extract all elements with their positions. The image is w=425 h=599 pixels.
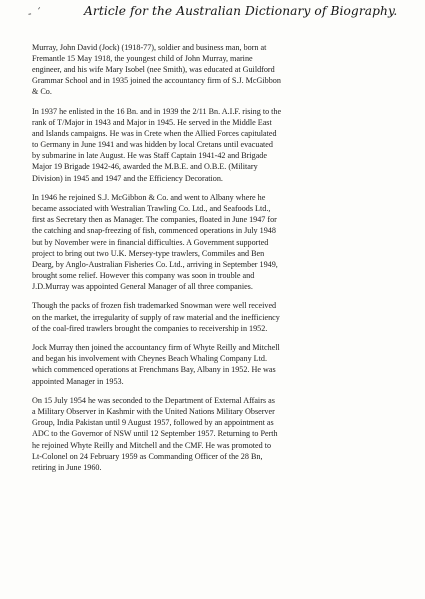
text-line: and Islands campaigns. He was in Crete when the Allied Forces capitulated: [32, 129, 277, 139]
text-line: of the coal-fired trawlers brought the companies to receivership in 1952.: [32, 323, 268, 333]
text-line: In 1937 he enlisted in the 16 Bn. and in 1939 the 2/11 Bn. A.I.F. rising to the: [32, 106, 282, 116]
paragraph-3: [32, 192, 397, 292]
paragraph-4: [32, 300, 397, 333]
handwritten-header: Article for the Australian Dictionary of Biography.: [84, 4, 398, 18]
text-line: project to bring out two U.K. Mersey-type trawlers, Commiles and Ben: [32, 248, 265, 258]
text-line: became associated with Westralian Trawling Co. Ltd., and Seafoods Ltd.,: [32, 204, 271, 214]
text-line: Group, India Pakistan until 9 August 1957, followed by an appointment as: [32, 418, 274, 428]
text-line: ADC to the Governor of NSW until 12 September 1957. Returning to Perth: [32, 429, 278, 439]
text-line: which commenced operations at Frenchmans Bay, Albany in 1952. He was: [32, 365, 276, 375]
paragraph-5: [32, 342, 397, 386]
text-line: and began his involvement with Cheynes Beach Whaling Company Ltd.: [32, 354, 267, 364]
text-line: Lt-Colonel on 24 February 1959 as Commanding Officer of the 28 Bn,: [32, 451, 263, 461]
text-line: Dearg, by Anglo-Australian Fisheries Co. Ltd., arriving in September 1949,: [32, 259, 278, 269]
text-line: but by November were in financial difficulties. A Government supported: [32, 237, 269, 247]
text-line: Jock Murray then joined the accountancy firm of Whyte Reilly and Mitchell: [32, 343, 280, 353]
text-line: In 1946 he rejoined S.J. McGibbon & Co. and went to Albany where he: [32, 193, 266, 203]
text-line: Major 19 Brigade 1942-46, awarded the M.B.E. and O.B.E. (Military: [32, 162, 258, 172]
text-line: he rejoined Whyte Reilly and Mitchell and the CMF. He was promoted to: [32, 440, 272, 450]
text-line: Fremantle 15 May 1918, the youngest child of John Murray, marine: [32, 54, 253, 64]
text-line: engineer, and his wife Mary Isobel (nee Smith), was educated at Guildford: [32, 65, 275, 75]
text-line: brought some relief. However this company was soon in trouble and: [32, 270, 255, 280]
text-line: the catching and snap-freezing of fish, commenced operations in July 1948: [32, 226, 276, 236]
text-line: J.D.Murray was appointed General Manager of all three companies.: [32, 281, 253, 291]
text-line: to Germany in June 1941 and was hidden by local Cretans until evacuated: [32, 140, 273, 150]
paragraph-1: [32, 42, 397, 97]
text-line: appointed Manager in 1953.: [32, 376, 124, 386]
text-line: Though the packs of frozen fish trademarked Snowman were well received: [32, 301, 277, 311]
text-line: on the market, the irregularity of supply of raw material and the inefficiency: [32, 312, 280, 322]
text-line: retiring in June 1960.: [32, 462, 102, 472]
paragraph-2: [32, 106, 397, 184]
text-line: rank of T/Major in 1943 and Major in 1945. He served in the Middle East: [32, 118, 272, 128]
text-line: Division) in 1945 and 1947 and the Efficiency Decoration.: [32, 173, 223, 183]
text-line: Grammar School and in 1935 joined the accountancy firm of S.J. McGibbon: [32, 76, 281, 86]
paragraph-6: [32, 395, 397, 473]
article-body: [32, 42, 397, 481]
text-line: by submarine in late August. He was Staff Captain 1941-42 and Brigade: [32, 151, 267, 161]
text-line: Murray, John David (Jock) (1918-77), soldier and business man, born at: [32, 43, 267, 52]
text-line: a Military Observer in Kashmir with the United Nations Military Observer: [32, 407, 275, 417]
text-line: first as Secretary then as Manager. The companies, floated in June 1947 for: [32, 215, 277, 225]
text-line: On 15 July 1954 he was seconded to the Department of External Affairs as: [32, 396, 275, 406]
corner-marks: - ´: [27, 7, 44, 20]
text-line: & Co.: [32, 87, 52, 97]
